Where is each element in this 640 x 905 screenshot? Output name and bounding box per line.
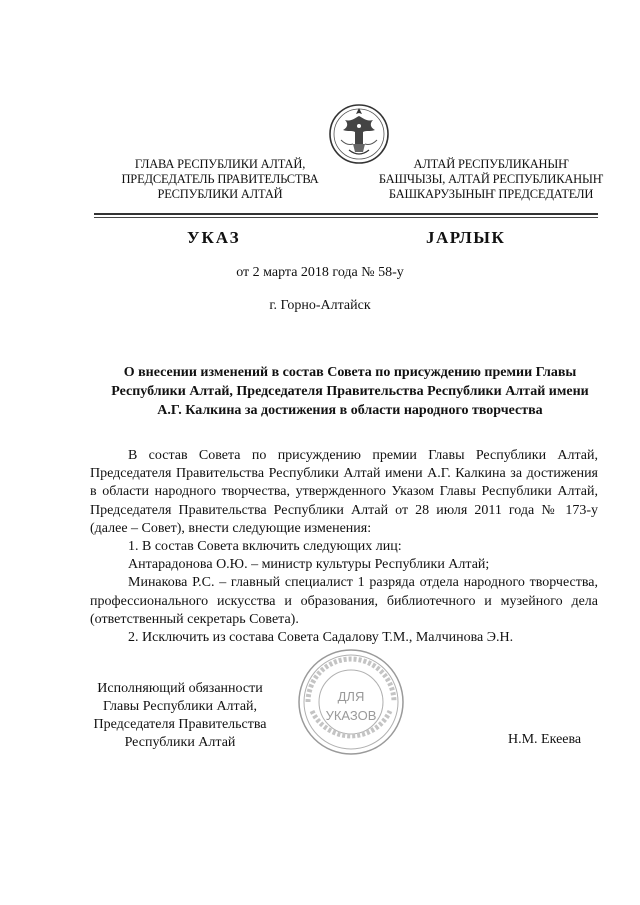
body-person-2: Минакова Р.С. – главный специалист 1 разряда отдела народного творчества, профессионального искусства и образования, библиотечного и музейного дела (ответственный секретарь Совета).: [90, 575, 598, 627]
header-left-line-1: ГЛАВА РЕСПУБЛИКИ АЛТАЙ,: [134, 157, 306, 171]
decree-body: [90, 447, 598, 647]
header-right: [366, 157, 616, 202]
body-item-1: 1. В состав Совета включить следующих лиц:: [128, 539, 402, 555]
header-left-line-3: РЕСПУБЛИКИ АЛТАЙ: [157, 187, 283, 201]
stamp-text-line-2: УКАЗОВ: [325, 708, 377, 723]
signatory-position-line-2: Главы Республики Алтай,: [102, 699, 258, 714]
signatory-position: [90, 680, 270, 752]
official-stamp: [296, 647, 406, 757]
stamp-text-line-1: ДЛЯ: [337, 689, 365, 704]
body-person-1: Антарадонова О.Ю. – министр культуры Республики Алтай;: [128, 557, 490, 573]
body-intro-paragraph: В состав Совета по присуждению премии Главы Республики Алтай, Председателя Правительства Республики Алтай имени А.Г. Калкина за достижения в области народного творчества, утвержденного Указом Главы Республики Алтай, Председателя Правительства Республики Алтай от 28 июля 2011 года № 173-у (далее – Совет), внести следующие изменения:: [90, 448, 598, 536]
document-title-alt: JАРЛЫК: [426, 228, 506, 247]
document-title-ru: УКАЗ: [187, 228, 241, 247]
subject-line-2: Республики Алтай, Председателя Правительства Республики Алтай имени: [111, 384, 589, 399]
header-left: [100, 157, 340, 202]
signatory-position-line-4: Республики Алтай: [124, 735, 236, 750]
subject-line-3: А.Г. Калкина за достижения в области народного творчества: [157, 403, 543, 418]
decree-date-number: от 2 марта 2018 года № 58-у: [236, 265, 404, 280]
signatory-position-line-3: Председателя Правительства: [93, 717, 267, 732]
header-right-line-2: БАШЧЫЗЫ, АЛТАЙ РЕСПУБЛИКАНЫҤ: [378, 172, 604, 186]
body-item-2: 2. Исключить из состава Совета Садалову Т.М., Малчинова Э.Н.: [128, 630, 514, 646]
header-right-line-3: БАШКАРУЗЫНЫҤ ПРЕДСЕДАТЕЛИ: [388, 187, 594, 201]
header-divider-thick: [94, 213, 598, 215]
decree-subject: [95, 363, 605, 420]
header-right-line-1: АЛТАЙ РЕСПУБЛИКАНЫҤ: [413, 157, 569, 171]
header-left-line-2: ПРЕДСЕДАТЕЛЬ ПРАВИТЕЛЬСТВА: [121, 172, 319, 186]
signatory-name: Н.М. Екеева: [508, 732, 582, 747]
header-divider-thin: [94, 217, 598, 218]
subject-line-1: О внесении изменений в состав Совета по присуждению премии Главы: [123, 365, 577, 380]
signatory-position-line-1: Исполняющий обязанности: [97, 681, 263, 696]
decree-city: г. Горно-Алтайск: [269, 298, 371, 313]
